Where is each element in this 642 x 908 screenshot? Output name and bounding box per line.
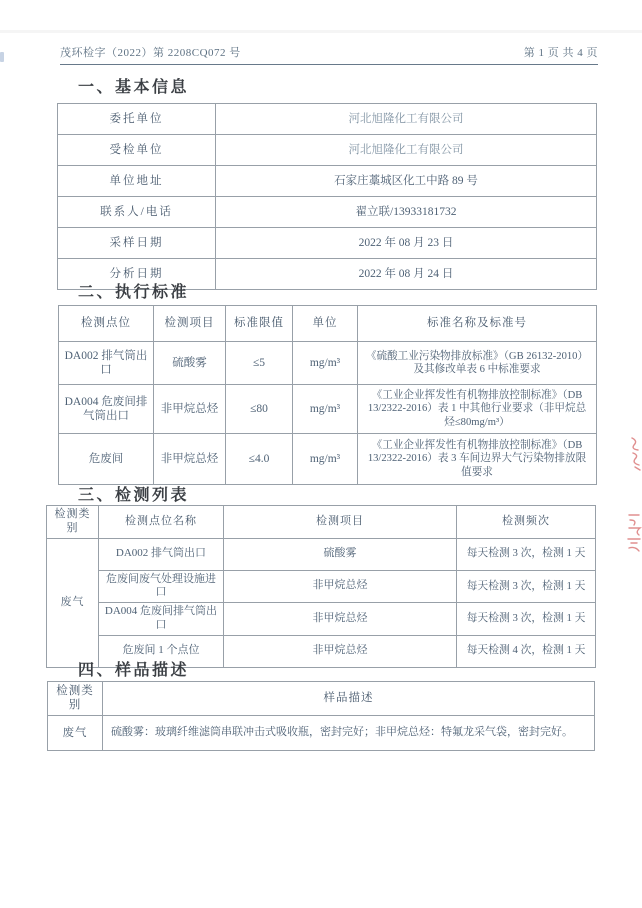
column-header: 检测类别 [47, 506, 99, 539]
standard-limit: ≤5 [226, 342, 293, 385]
sample-description-table [47, 681, 595, 751]
field-value: 石家庄藁城区化工中路 89 号 [216, 166, 597, 197]
monitor-point: DA002 排气筒出口 [59, 342, 154, 385]
scan-artifact-band [0, 30, 642, 33]
field-label: 受检单位 [58, 135, 216, 166]
monitor-item: 硫酸雾 [224, 538, 457, 570]
standard-limit: ≤4.0 [226, 434, 293, 485]
monitor-point: DA004 危废间排气筒出口 [59, 385, 154, 434]
field-label: 单位地址 [58, 166, 216, 197]
monitor-item: 非甲烷总烃 [154, 385, 226, 434]
table-header-row [48, 682, 595, 716]
monitor-point: DA002 排气筒出口 [99, 538, 224, 570]
table-row [58, 228, 597, 259]
red-stamp-fragment [626, 512, 642, 554]
monitor-point: 危废间废气处理设施进口 [99, 570, 224, 603]
standard-limit: ≤80 [226, 385, 293, 434]
field-label: 联系人/电话 [58, 197, 216, 228]
field-label: 分析日期 [58, 259, 216, 290]
test-frequency: 每天检测 3 次，检测 1 天 [457, 603, 596, 636]
field-value: 2022 年 08 月 24 日 [216, 259, 597, 290]
table-row [58, 135, 597, 166]
scan-artifact-mark [0, 52, 4, 62]
column-header: 标准名称及标准号 [358, 306, 597, 342]
page-header [60, 44, 598, 65]
monitor-point: 危废间 [59, 434, 154, 485]
test-frequency: 每天检测 3 次，检测 1 天 [457, 570, 596, 603]
table-row [47, 538, 596, 570]
table-row [59, 434, 597, 485]
field-value: 2022 年 08 月 23 日 [216, 228, 597, 259]
field-value: 河北旭隆化工有限公司 [216, 104, 597, 135]
column-header: 检测点位 [59, 306, 154, 342]
column-header: 检测项目 [154, 306, 226, 342]
column-header: 标准限值 [226, 306, 293, 342]
basic-info-table [57, 103, 597, 290]
monitor-item: 硫酸雾 [154, 342, 226, 385]
column-header: 检测类别 [48, 682, 103, 716]
field-label: 采样日期 [58, 228, 216, 259]
test-frequency: 每天检测 4 次，检测 1 天 [457, 635, 596, 667]
table-row [58, 166, 597, 197]
field-value: 河北旭隆化工有限公司 [216, 135, 597, 166]
table-header-row [59, 306, 597, 342]
table-row [58, 197, 597, 228]
column-header: 单位 [293, 306, 358, 342]
column-header: 检测频次 [457, 506, 596, 539]
test-list-table [46, 505, 596, 668]
table-row [47, 603, 596, 636]
doc-number: 茂环检字（2022）第 2208CQ072 号 [60, 47, 241, 59]
field-label: 委托单位 [58, 104, 216, 135]
column-header: 样品描述 [103, 682, 595, 716]
section-title-sample-description: 四、样品描述 [78, 662, 190, 679]
table-row [47, 570, 596, 603]
monitor-item: 非甲烷总烃 [224, 570, 457, 603]
table-header-row [47, 506, 596, 539]
red-stamp-fragment [629, 436, 642, 472]
monitor-point: DA004 危废间排气筒出口 [99, 603, 224, 636]
test-category: 废气 [48, 715, 103, 750]
monitor-item: 非甲烷总烃 [224, 603, 457, 636]
table-row [59, 342, 597, 385]
test-category: 废气 [47, 538, 99, 667]
column-header: 检测项目 [224, 506, 457, 539]
monitor-item: 非甲烷总烃 [154, 434, 226, 485]
table-row [58, 104, 597, 135]
standard-name: 《硫酸工业污染物排放标准》（GB 26132-2010）及其修改单表 6 中标准要求 [358, 342, 597, 385]
field-value: 翟立联/13933181732 [216, 197, 597, 228]
table-row [59, 385, 597, 434]
monitor-point: 危废间 1 个点位 [99, 635, 224, 667]
section-title-basic-info: 一、基本信息 [78, 79, 190, 96]
standards-table [58, 305, 597, 485]
standard-name: 《工业企业挥发性有机物排放控制标准》（DB 13/2322-2016）表 1 中其他行业要求（非甲烷总烃≤80mg/m³） [358, 385, 597, 434]
unit: mg/m³ [293, 385, 358, 434]
unit: mg/m³ [293, 434, 358, 485]
section-title-test-list: 三、检测列表 [78, 487, 190, 504]
page-number: 第 1 页 共 4 页 [523, 47, 598, 59]
sample-description: 硫酸雾：玻璃纤维滤筒串联冲击式吸收瓶，密封完好；非甲烷总烃：特氟龙采气袋，密封完好。 [103, 715, 595, 750]
column-header: 检测点位名称 [99, 506, 224, 539]
test-frequency: 每天检测 3 次，检测 1 天 [457, 538, 596, 570]
unit: mg/m³ [293, 342, 358, 385]
table-row [48, 715, 595, 750]
monitor-item: 非甲烷总烃 [224, 635, 457, 667]
section-title-standards: 二、执行标准 [78, 284, 190, 301]
standard-name: 《工业企业挥发性有机物排放控制标准》（DB 13/2322-2016）表 3 车间边界大气污染物排放限值要求 [358, 434, 597, 485]
